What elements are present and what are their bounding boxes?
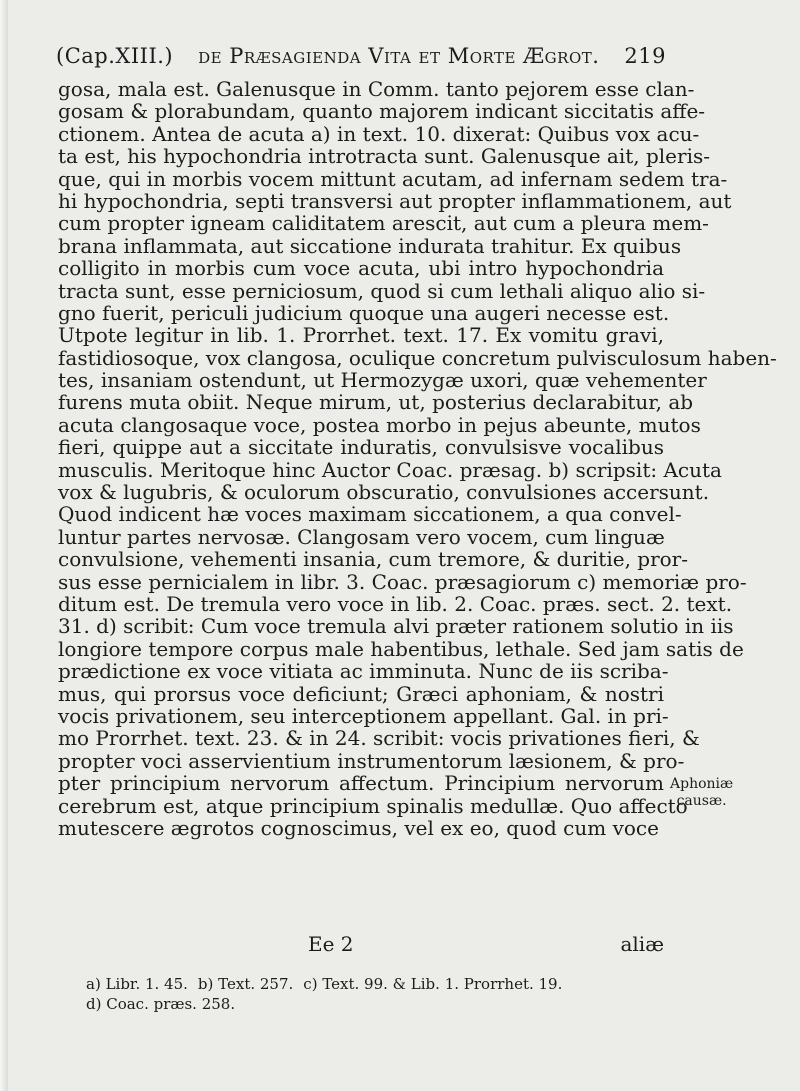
text-line: brana inflammata, aut siccatione indurata trahitur. Ex quibus <box>58 233 682 258</box>
text-line: luntur partes nervosæ. Clangosam vero vocem, cum linguæ <box>58 524 665 549</box>
text-line: gno fuerit, periculi judicium quoque una augeri necesse est. <box>58 300 670 325</box>
text-line: cerebrum est, atque principium spinalis medullæ. Quo affecto <box>58 793 688 818</box>
text-line: cum propter igneam caliditatem arescit, aut cum a pleura mem- <box>58 211 709 236</box>
text-line: Utpote legitur in lib. 1. Prorrhet. text. 17. Ex vomitu gravi, <box>58 323 664 348</box>
text-line: mutescere ægrotos cognoscimus, vel ex eo, quod cum voce <box>58 815 659 840</box>
signature-mark: Ee 2 <box>308 932 354 956</box>
text-line: sus esse pernicialem in libr. 3. Coac. præsagiorum c) memoriæ pro- <box>58 569 747 594</box>
catchline <box>58 932 664 956</box>
text-line: que, qui in morbis vocem mittunt acutam, ad infernam sedem tra- <box>58 166 728 191</box>
text-line: mo Prorrhet. text. 23. & in 24. scribit: vocis privationes fieri, & <box>58 726 700 751</box>
text-line: 31. d) scribit: Cum voce tremula alvi præter rationem solutio in iis <box>58 614 734 639</box>
text-line: prædictione ex voce vitiata ac imminuta. Nunc de iis scriba- <box>58 659 669 684</box>
marginal-note-line: causæ. <box>676 793 727 809</box>
marginal-note-line: Aphoniæ <box>670 776 734 792</box>
text-line: tes, insaniam ostendunt, ut Hermozygæ uxori, quæ vehementer <box>58 368 707 393</box>
running-header <box>56 44 666 68</box>
footnote-row <box>86 994 666 1014</box>
catchword: aliæ <box>620 932 664 956</box>
text-line: furens muta obiit. Neque mirum, ut, posterius declarabitur, ab <box>58 390 694 415</box>
chapter-reference: (Cap.XIII.) <box>56 44 174 68</box>
text-line: ctionem. Antea de acuta a) in text. 10. dixerat: Quibus vox acu- <box>58 121 700 146</box>
footnote: b) Text. 257. <box>197 975 294 993</box>
text-line: convulsione, vehementi insania, cum tremore, & duritie, pror- <box>58 547 688 572</box>
text-line: musculis. Meritoque hinc Auctor Coac. præsag. b) scripsit: Acuta <box>58 457 722 482</box>
text-line: vocis privationem, seu interceptionem appellant. Gal. in pri- <box>58 703 669 728</box>
footnote-row <box>86 974 666 994</box>
text-line: vox & lugubris, & oculorum obscuratio, convulsiones accersunt. <box>58 480 710 505</box>
text-line: ditum est. De tremula vero voce in lib. 2. Coac. præs. sect. 2. text. <box>58 591 733 616</box>
book-page <box>8 0 800 1091</box>
text-line: pter principium nervorum affectum. Principium nervorum <box>58 771 664 796</box>
text-line: mus, qui prorsus voce deficiunt; Græci aphoniam, & nostri <box>58 681 664 706</box>
text-line: fieri, quippe aut a siccitate induratis, convulsisve vocalibus <box>58 435 664 460</box>
text-line: ta est, his hypochondria introtracta sunt. Galenusque ait, pleris- <box>58 144 710 169</box>
footnotes <box>86 974 666 1014</box>
text-line: acuta clangosaque voce, postea morbo in pejus abeunte, mutos <box>58 412 701 437</box>
text-line: hi hypochondria, septi transversi aut propter inflammationem, aut <box>58 188 732 213</box>
running-title: de Præsagienda Vita et Morte Ægrot. <box>198 44 600 68</box>
text-line: gosa, mala est. Galenusque in Comm. tanto pejorem esse clan- <box>58 77 695 101</box>
text-line: propter voci asservientium instrumentorum læsionem, & pro- <box>58 748 685 773</box>
footnote: c) Text. 99. & Lib. 1. Prorrhet. 19. <box>303 975 563 993</box>
text-line: longiore tempore corpus male habentibus, lethale. Sed jam satis de <box>58 636 744 661</box>
text-line: colligito in morbis cum voce acuta, ubi intro hypochondria <box>58 256 664 281</box>
footnote: d) Coac. præs. 258. <box>86 995 236 1013</box>
page-gutter <box>0 0 8 1091</box>
text-line: gosam & plorabundam, quanto majorem indicant siccitatis affe- <box>58 99 706 124</box>
text-line: Quod indicent hæ voces maximam siccationem, a qua convel- <box>58 502 682 527</box>
marginal-note <box>670 776 733 810</box>
text-line: tracta sunt, esse perniciosum, quod si cum lethali aliquo alio si- <box>58 278 706 303</box>
footnote: a) Libr. 1. 45. <box>86 975 188 993</box>
text-line: fastidiosoque, vox clangosa, oculique concretum pulvisculosum haben- <box>58 345 777 370</box>
page-number: 219 <box>624 44 666 68</box>
